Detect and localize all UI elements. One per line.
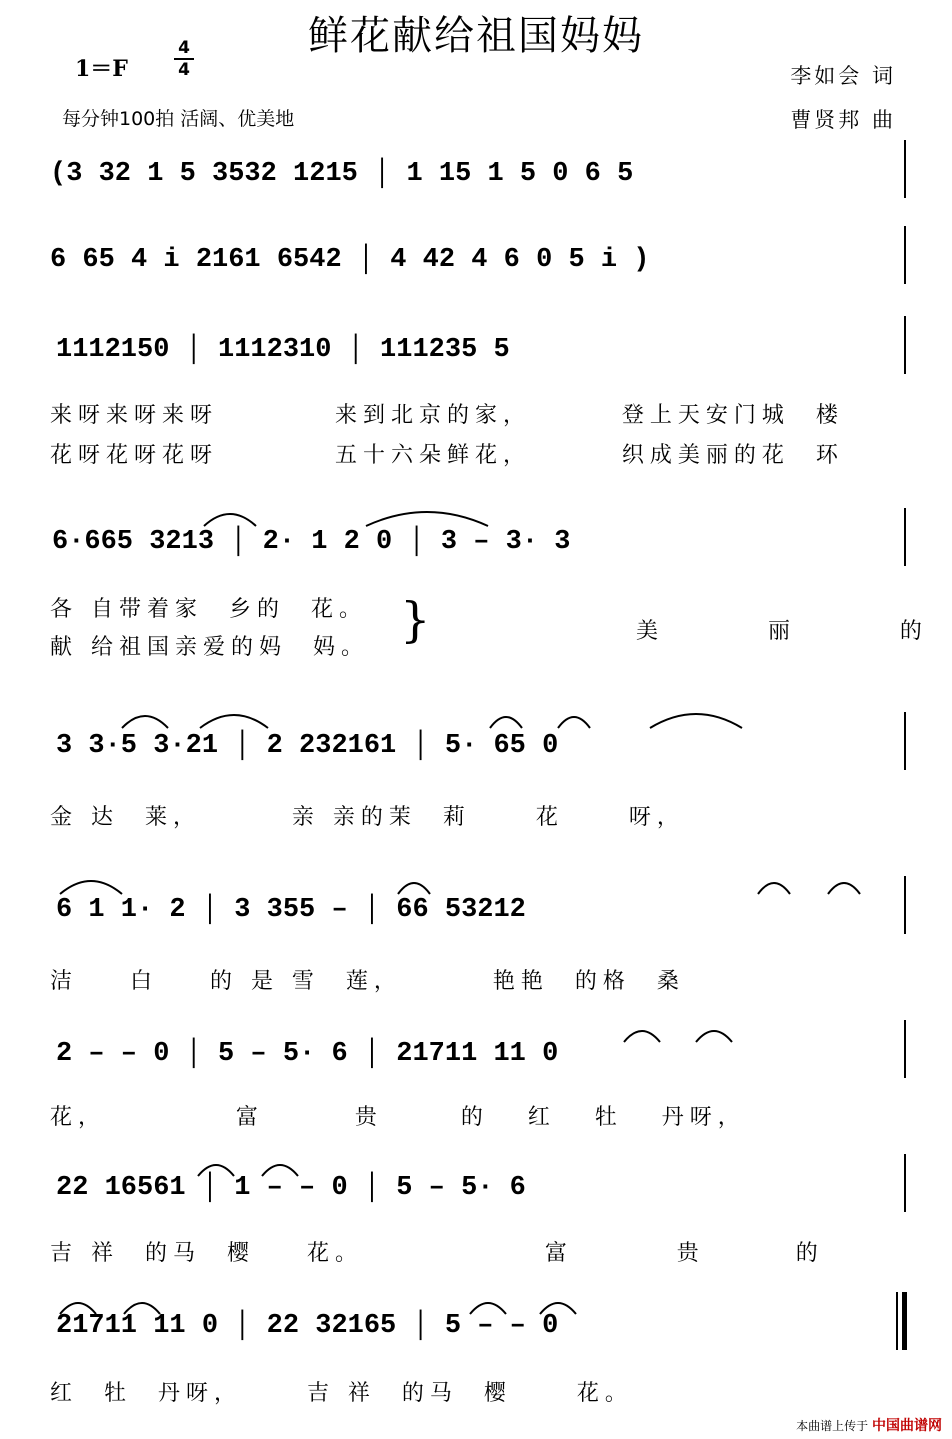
lyric-verse-2: 花呀花呀花呀 五十六朵鲜花， 织成美丽的花 环 xyxy=(50,443,844,468)
bar-line xyxy=(904,1020,906,1078)
bar-line xyxy=(904,508,906,566)
slur-mark xyxy=(692,1022,736,1044)
key-signature: 1＝F xyxy=(75,56,128,82)
bar-line xyxy=(904,226,906,284)
song-title: 鲜花献给祖国妈妈 xyxy=(308,13,644,59)
notation-line-7: 2 – – 0 │ 5 – 5· 6 │ 21711 11 0 xyxy=(56,1039,559,1069)
site-logo[interactable]: 中国曲谱网 xyxy=(872,1418,942,1434)
notation-line-6: 6 1 1· 2 │ 3 355 – │ 66 53212 xyxy=(56,895,526,925)
lyric-line: 洁 白 的 是 雪 莲， 艳艳 的格 桑 xyxy=(50,969,685,994)
notation-line-8: 22 16561 │ 1 – – 0 │ 5 – 5· 6 xyxy=(56,1173,526,1203)
lyric-line: 金 达 莱， 亲 亲的茉 莉 花 呀， xyxy=(50,805,685,830)
lyric-line: 吉 祥 的马 樱 花。 富 贵 的 xyxy=(50,1241,824,1266)
slur-mark xyxy=(754,874,794,896)
slur-mark xyxy=(824,874,864,896)
bar-line xyxy=(904,316,906,374)
lyric-verse-2: 献 给祖国亲爱的妈 妈。 xyxy=(50,635,369,660)
tempo-marking: 每分钟100拍 活阔、优美地 xyxy=(62,108,295,130)
slur-mark xyxy=(554,708,594,730)
end-repeat-bar-thick xyxy=(902,1292,907,1350)
slur-mark xyxy=(646,708,746,730)
lyricist-credit: 李如会 词 xyxy=(790,64,896,88)
notation-line-2: 6 65 4 i 2161 6542 │ 4 42 4 6 0 5 i ) xyxy=(50,245,650,275)
notation-line-4: 6·665 3213 │ 2· 1 2 0 │ 3 – 3· 3 xyxy=(52,527,571,557)
bar-line xyxy=(904,712,906,770)
composer-credit: 曹贤邦 曲 xyxy=(790,108,896,132)
lyric-refrain: 美 丽 的 xyxy=(636,619,928,644)
end-repeat-bar-thin xyxy=(896,1292,898,1350)
slur-mark xyxy=(620,1022,664,1044)
lyric-line: 花， 富 贵 的 红 牡 丹呀， xyxy=(50,1105,746,1130)
bar-line xyxy=(904,1154,906,1212)
upload-label: 本曲谱上传于 xyxy=(796,1419,869,1433)
time-signature-bottom: 4 xyxy=(178,60,190,80)
lyric-verse-1: 来呀来呀来呀 来到北京的家， 登上天安门城 楼 xyxy=(50,403,844,428)
verse-brace: } xyxy=(400,592,431,648)
time-signature-top: 4 xyxy=(178,38,190,58)
notation-line-1: (3 32 1 5 3532 1215 │ 1 15 1 5 0 6 5 xyxy=(50,159,634,189)
upload-footer xyxy=(796,1415,942,1435)
bar-line xyxy=(904,876,906,934)
notation-line-3: 1112150 │ 1112310 │ 111235 5 xyxy=(56,335,510,365)
lyric-line: 红 牡 丹呀， 吉 祥 的马 樱 花。 xyxy=(50,1381,633,1406)
time-signature xyxy=(172,38,196,80)
notation-line-5: 3 3·5 3·21 │ 2 232161 │ 5· 65 0 xyxy=(56,731,559,761)
lyric-verse-1: 各 自带着家 乡的 花。 xyxy=(50,597,367,622)
bar-line xyxy=(904,140,906,198)
notation-line-9: 21711 11 0 │ 22 32165 │ 5 – – 0 xyxy=(56,1311,559,1341)
